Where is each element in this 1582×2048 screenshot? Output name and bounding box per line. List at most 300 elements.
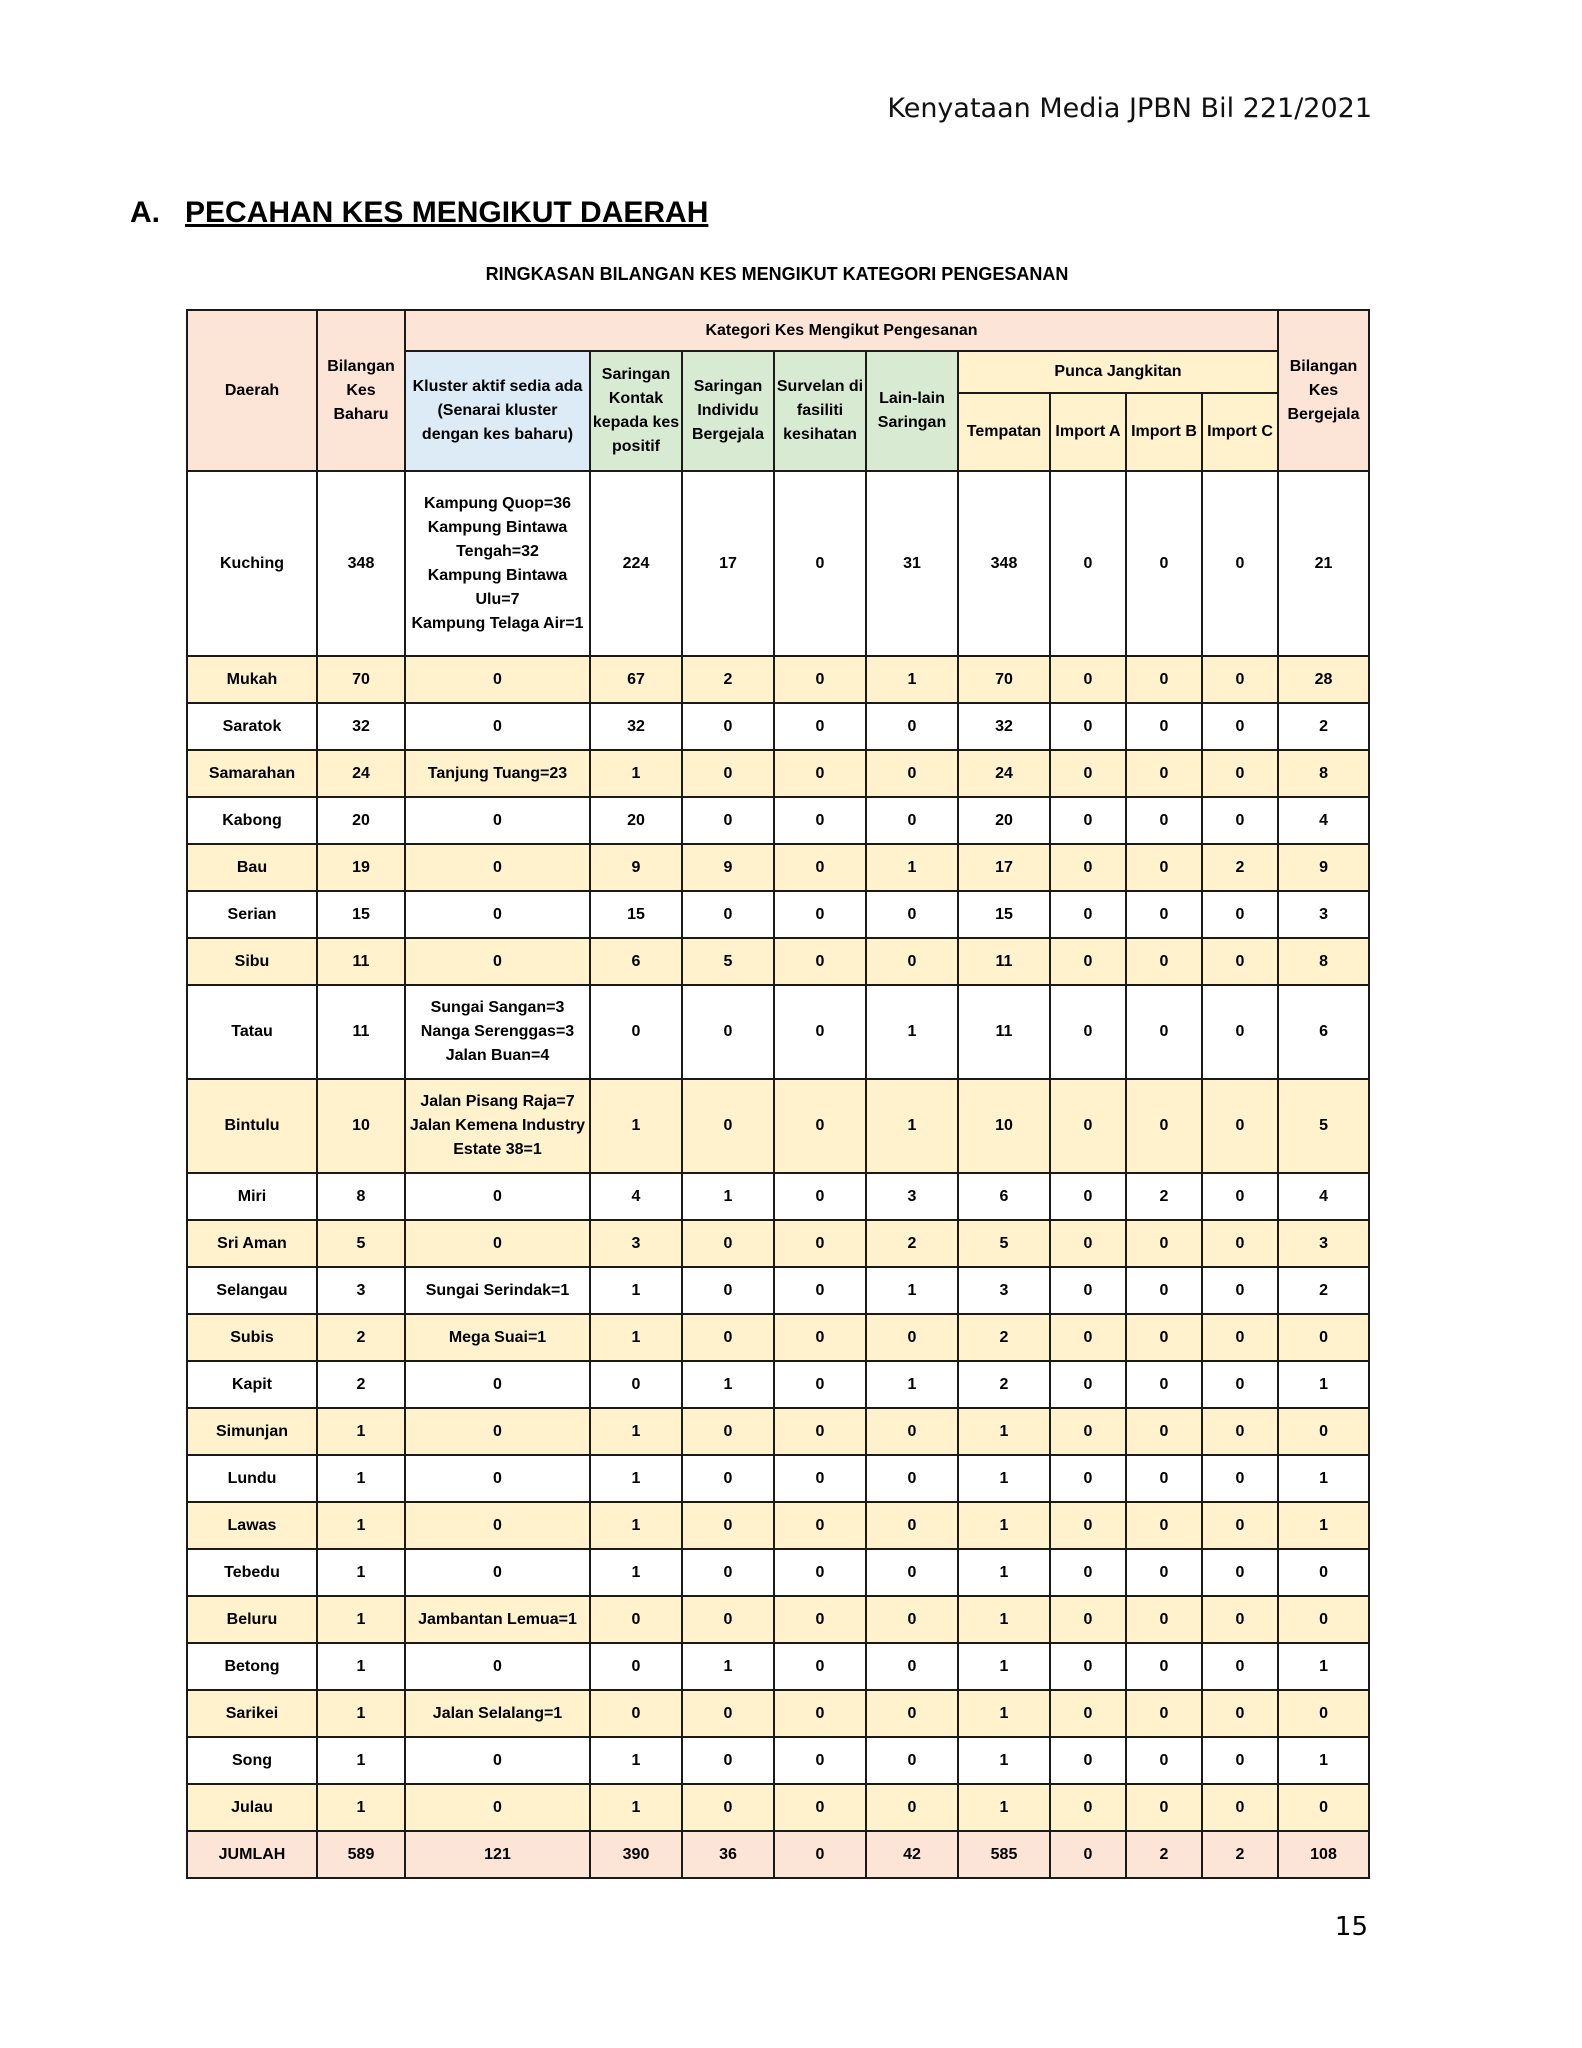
cell-import-b: 0	[1126, 844, 1202, 891]
cell-survelan: 0	[774, 1173, 866, 1220]
total-cell-lain: 42	[866, 1831, 958, 1878]
cell-kluster: 0	[405, 1737, 590, 1784]
section-title-text: PECAHAN KES MENGIKUT DAERAH	[185, 196, 709, 229]
cell-individu: 0	[682, 797, 774, 844]
total-cell-import-a: 0	[1050, 1831, 1126, 1878]
cell-kluster: 0	[405, 1173, 590, 1220]
cell-daerah: Lawas	[187, 1502, 317, 1549]
cell-daerah: Sri Aman	[187, 1220, 317, 1267]
cell-tempatan: 24	[958, 750, 1050, 797]
cell-individu: 0	[682, 1549, 774, 1596]
cell-kontak: 0	[590, 1596, 682, 1643]
table-row	[187, 1079, 1369, 1173]
cell-bergejala: 3	[1278, 891, 1369, 938]
cell-baharu: 10	[317, 1079, 405, 1173]
cell-tempatan: 17	[958, 844, 1050, 891]
table-row	[187, 656, 1369, 703]
cell-lain: 0	[866, 750, 958, 797]
cell-import-c: 0	[1202, 1079, 1278, 1173]
table-row	[187, 1361, 1369, 1408]
cell-tempatan: 6	[958, 1173, 1050, 1220]
cell-survelan: 0	[774, 471, 866, 656]
cell-import-b: 0	[1126, 1267, 1202, 1314]
cell-kontak: 1	[590, 1549, 682, 1596]
cell-import-a: 0	[1050, 1784, 1126, 1831]
cell-daerah: Serian	[187, 891, 317, 938]
cell-kluster: Jambantan Lemua=1	[405, 1596, 590, 1643]
cell-kluster: Jalan Selalang=1	[405, 1690, 590, 1737]
cell-import-b: 0	[1126, 1690, 1202, 1737]
cell-kontak: 1	[590, 1784, 682, 1831]
cell-bergejala: 3	[1278, 1220, 1369, 1267]
cell-lain: 31	[866, 471, 958, 656]
cell-kluster: Sungai Sangan=3 Nanga Serenggas=3 Jalan Buan=4	[405, 985, 590, 1079]
cell-kluster: 0	[405, 844, 590, 891]
section-heading	[130, 196, 708, 230]
cell-import-a: 0	[1050, 1361, 1126, 1408]
cell-kontak: 3	[590, 1220, 682, 1267]
cell-bergejala: 1	[1278, 1455, 1369, 1502]
cell-tempatan: 1	[958, 1690, 1050, 1737]
cell-survelan: 0	[774, 1643, 866, 1690]
total-cell-individu: 36	[682, 1831, 774, 1878]
cell-import-b: 0	[1126, 1455, 1202, 1502]
cell-bergejala: 0	[1278, 1784, 1369, 1831]
cell-kontak: 1	[590, 1455, 682, 1502]
cell-import-a: 0	[1050, 1643, 1126, 1690]
cell-import-b: 0	[1126, 1408, 1202, 1455]
cell-import-c: 0	[1202, 1361, 1278, 1408]
cell-import-a: 0	[1050, 1173, 1126, 1220]
table-row	[187, 1643, 1369, 1690]
cell-baharu: 1	[317, 1737, 405, 1784]
cell-import-a: 0	[1050, 1079, 1126, 1173]
table-row	[187, 471, 1369, 656]
cell-lain: 1	[866, 985, 958, 1079]
cell-tempatan: 11	[958, 985, 1050, 1079]
cell-import-c: 0	[1202, 1690, 1278, 1737]
cell-daerah: Tebedu	[187, 1549, 317, 1596]
cell-individu: 0	[682, 703, 774, 750]
cell-lain: 0	[866, 1314, 958, 1361]
cell-survelan: 0	[774, 891, 866, 938]
cell-individu: 0	[682, 750, 774, 797]
cell-kluster: 0	[405, 656, 590, 703]
table-row	[187, 1267, 1369, 1314]
cell-kontak: 1	[590, 750, 682, 797]
cell-tempatan: 20	[958, 797, 1050, 844]
cell-baharu: 20	[317, 797, 405, 844]
cell-individu: 5	[682, 938, 774, 985]
total-cell-kontak: 390	[590, 1831, 682, 1878]
cell-individu: 17	[682, 471, 774, 656]
cell-import-c: 0	[1202, 891, 1278, 938]
header-survelan: Survelan di fasiliti kesihatan	[774, 351, 866, 471]
cell-import-c: 0	[1202, 750, 1278, 797]
cell-import-c: 0	[1202, 703, 1278, 750]
header-saringan-kontak: Saringan Kontak kepada kes positif	[590, 351, 682, 471]
cell-daerah: Subis	[187, 1314, 317, 1361]
cell-import-c: 0	[1202, 1314, 1278, 1361]
cell-kontak: 1	[590, 1314, 682, 1361]
cell-bergejala: 0	[1278, 1596, 1369, 1643]
cell-kontak: 9	[590, 844, 682, 891]
cell-kluster: 0	[405, 1502, 590, 1549]
cell-import-b: 0	[1126, 1502, 1202, 1549]
table-row	[187, 891, 1369, 938]
cell-survelan: 0	[774, 750, 866, 797]
header-bilangan-kes-bergejala: Bilangan Kes Bergejala	[1278, 310, 1369, 471]
cell-tempatan: 5	[958, 1220, 1050, 1267]
cell-survelan: 0	[774, 1361, 866, 1408]
cell-import-a: 0	[1050, 1408, 1126, 1455]
cell-baharu: 1	[317, 1502, 405, 1549]
cell-kluster: 0	[405, 703, 590, 750]
cell-daerah: Simunjan	[187, 1408, 317, 1455]
cell-survelan: 0	[774, 1079, 866, 1173]
cell-kluster: 0	[405, 891, 590, 938]
cell-survelan: 0	[774, 1267, 866, 1314]
cell-bergejala: 28	[1278, 656, 1369, 703]
cell-import-c: 0	[1202, 797, 1278, 844]
cell-import-c: 0	[1202, 1502, 1278, 1549]
cell-baharu: 2	[317, 1314, 405, 1361]
cell-kluster: Tanjung Tuang=23	[405, 750, 590, 797]
cell-tempatan: 2	[958, 1314, 1050, 1361]
cell-kluster: 0	[405, 797, 590, 844]
cell-kluster: 0	[405, 1361, 590, 1408]
cell-import-c: 0	[1202, 938, 1278, 985]
cell-lain: 0	[866, 891, 958, 938]
cell-daerah: Julau	[187, 1784, 317, 1831]
cell-kluster: 0	[405, 938, 590, 985]
cell-tempatan: 2	[958, 1361, 1050, 1408]
table-row	[187, 797, 1369, 844]
cell-baharu: 1	[317, 1596, 405, 1643]
cell-daerah: Bintulu	[187, 1079, 317, 1173]
cell-kontak: 32	[590, 703, 682, 750]
cell-individu: 0	[682, 1784, 774, 1831]
cell-import-a: 0	[1050, 471, 1126, 656]
cell-kontak: 15	[590, 891, 682, 938]
cell-bergejala: 2	[1278, 1267, 1369, 1314]
cell-baharu: 1	[317, 1690, 405, 1737]
cell-bergejala: 0	[1278, 1690, 1369, 1737]
cell-individu: 1	[682, 1643, 774, 1690]
cell-lain: 3	[866, 1173, 958, 1220]
cell-import-b: 0	[1126, 938, 1202, 985]
cell-baharu: 11	[317, 985, 405, 1079]
cell-baharu: 11	[317, 938, 405, 985]
cell-import-c: 0	[1202, 1220, 1278, 1267]
cell-bergejala: 0	[1278, 1549, 1369, 1596]
cell-import-a: 0	[1050, 1267, 1126, 1314]
cell-kontak: 0	[590, 1643, 682, 1690]
cell-import-b: 0	[1126, 1549, 1202, 1596]
cell-bergejala: 5	[1278, 1079, 1369, 1173]
cell-tempatan: 15	[958, 891, 1050, 938]
cell-daerah: Song	[187, 1737, 317, 1784]
cell-kluster: Sungai Serindak=1	[405, 1267, 590, 1314]
cell-daerah: Tatau	[187, 985, 317, 1079]
total-cell-survelan: 0	[774, 1831, 866, 1878]
cell-lain: 2	[866, 1220, 958, 1267]
cell-lain: 0	[866, 703, 958, 750]
table-row	[187, 1408, 1369, 1455]
cell-kontak: 0	[590, 985, 682, 1079]
cell-daerah: Kapit	[187, 1361, 317, 1408]
cell-kluster: 0	[405, 1549, 590, 1596]
table-body	[187, 471, 1369, 1878]
page-number: 15	[1334, 1912, 1368, 1942]
cell-import-a: 0	[1050, 938, 1126, 985]
cell-tempatan: 3	[958, 1267, 1050, 1314]
cell-import-c: 0	[1202, 985, 1278, 1079]
cell-individu: 0	[682, 1220, 774, 1267]
cell-import-b: 0	[1126, 985, 1202, 1079]
total-cell-baharu: 589	[317, 1831, 405, 1878]
cell-individu: 1	[682, 1173, 774, 1220]
cell-import-a: 0	[1050, 1549, 1126, 1596]
cell-import-a: 0	[1050, 1455, 1126, 1502]
cell-import-c: 0	[1202, 1408, 1278, 1455]
case-summary-table	[186, 309, 1370, 1879]
cell-survelan: 0	[774, 844, 866, 891]
header-import-c: Import C	[1202, 393, 1278, 471]
cell-kontak: 4	[590, 1173, 682, 1220]
cell-import-b: 0	[1126, 1596, 1202, 1643]
table-title: RINGKASAN BILANGAN KES MENGIKUT KATEGORI PENGESANAN	[485, 264, 1069, 284]
cell-import-c: 0	[1202, 1455, 1278, 1502]
cell-kontak: 6	[590, 938, 682, 985]
cell-daerah: Mukah	[187, 656, 317, 703]
total-cell-bergejala: 108	[1278, 1831, 1369, 1878]
cell-tempatan: 348	[958, 471, 1050, 656]
cell-import-c: 0	[1202, 1643, 1278, 1690]
cell-lain: 0	[866, 1690, 958, 1737]
cell-individu: 0	[682, 1596, 774, 1643]
cell-bergejala: 1	[1278, 1361, 1369, 1408]
cell-bergejala: 4	[1278, 1173, 1369, 1220]
cell-lain: 0	[866, 1784, 958, 1831]
cell-bergejala: 21	[1278, 471, 1369, 656]
cell-kluster: 0	[405, 1455, 590, 1502]
cell-lain: 0	[866, 1408, 958, 1455]
header-saringan-individu: Saringan Individu Bergejala	[682, 351, 774, 471]
cell-individu: 0	[682, 1455, 774, 1502]
total-cell-import-c: 2	[1202, 1831, 1278, 1878]
cell-tempatan: 1	[958, 1643, 1050, 1690]
table-row	[187, 1455, 1369, 1502]
cell-kontak: 0	[590, 1690, 682, 1737]
cell-lain: 1	[866, 844, 958, 891]
cell-import-b: 0	[1126, 750, 1202, 797]
cell-import-c: 0	[1202, 1549, 1278, 1596]
cell-lain: 0	[866, 1643, 958, 1690]
cell-survelan: 0	[774, 797, 866, 844]
cell-bergejala: 1	[1278, 1502, 1369, 1549]
total-cell-tempatan: 585	[958, 1831, 1050, 1878]
cell-bergejala: 4	[1278, 797, 1369, 844]
table-row	[187, 1502, 1369, 1549]
cell-baharu: 1	[317, 1643, 405, 1690]
cell-survelan: 0	[774, 1737, 866, 1784]
cell-tempatan: 1	[958, 1455, 1050, 1502]
table-row	[187, 1784, 1369, 1831]
cell-daerah: Betong	[187, 1643, 317, 1690]
total-cell-kluster: 121	[405, 1831, 590, 1878]
cell-individu: 2	[682, 656, 774, 703]
cell-kontak: 1	[590, 1737, 682, 1784]
cell-daerah: Samarahan	[187, 750, 317, 797]
cell-tempatan: 1	[958, 1549, 1050, 1596]
cell-import-a: 0	[1050, 703, 1126, 750]
cell-import-c: 0	[1202, 656, 1278, 703]
cell-bergejala: 1	[1278, 1643, 1369, 1690]
cell-baharu: 15	[317, 891, 405, 938]
table-row	[187, 703, 1369, 750]
cell-baharu: 3	[317, 1267, 405, 1314]
cell-survelan: 0	[774, 985, 866, 1079]
cell-baharu: 70	[317, 656, 405, 703]
cell-import-b: 0	[1126, 1314, 1202, 1361]
cell-tempatan: 11	[958, 938, 1050, 985]
cell-kluster: Jalan Pisang Raja=7 Jalan Kemena Industry Estate 38=1	[405, 1079, 590, 1173]
cell-kontak: 0	[590, 1361, 682, 1408]
cell-daerah: Kuching	[187, 471, 317, 656]
header-daerah: Daerah	[187, 310, 317, 471]
cell-import-b: 0	[1126, 656, 1202, 703]
cell-baharu: 1	[317, 1455, 405, 1502]
cell-import-b: 0	[1126, 1079, 1202, 1173]
cell-import-a: 0	[1050, 1502, 1126, 1549]
cell-bergejala: 9	[1278, 844, 1369, 891]
cell-import-c: 0	[1202, 1737, 1278, 1784]
header-import-b: Import B	[1126, 393, 1202, 471]
cell-import-b: 0	[1126, 703, 1202, 750]
cell-baharu: 348	[317, 471, 405, 656]
cell-bergejala: 8	[1278, 750, 1369, 797]
cell-baharu: 19	[317, 844, 405, 891]
cell-lain: 0	[866, 938, 958, 985]
cell-kluster: 0	[405, 1408, 590, 1455]
cell-individu: 0	[682, 1502, 774, 1549]
cell-individu: 0	[682, 1408, 774, 1455]
cell-bergejala: 6	[1278, 985, 1369, 1079]
table-row	[187, 1690, 1369, 1737]
cell-daerah: Saratok	[187, 703, 317, 750]
cell-individu: 0	[682, 985, 774, 1079]
cell-tempatan: 1	[958, 1502, 1050, 1549]
cell-baharu: 24	[317, 750, 405, 797]
cell-bergejala: 0	[1278, 1314, 1369, 1361]
cell-survelan: 0	[774, 1596, 866, 1643]
total-row	[187, 1831, 1369, 1878]
cell-import-b: 0	[1126, 797, 1202, 844]
cell-tempatan: 10	[958, 1079, 1050, 1173]
cell-lain: 1	[866, 1361, 958, 1408]
cell-kontak: 67	[590, 656, 682, 703]
cell-import-a: 0	[1050, 1596, 1126, 1643]
section-letter: A.	[130, 196, 160, 229]
cell-kluster: 0	[405, 1784, 590, 1831]
header-bilangan-kes-baharu: Bilangan Kes Baharu	[317, 310, 405, 471]
cell-import-a: 0	[1050, 1737, 1126, 1784]
cell-import-b: 0	[1126, 891, 1202, 938]
cell-import-c: 0	[1202, 1173, 1278, 1220]
cell-baharu: 8	[317, 1173, 405, 1220]
cell-import-a: 0	[1050, 1690, 1126, 1737]
header-punca-group: Punca Jangkitan	[958, 351, 1278, 393]
header-tempatan: Tempatan	[958, 393, 1050, 471]
cell-baharu: 1	[317, 1549, 405, 1596]
cell-kontak: 1	[590, 1079, 682, 1173]
cell-lain: 1	[866, 656, 958, 703]
cell-import-b: 0	[1126, 1737, 1202, 1784]
cell-lain: 0	[866, 1596, 958, 1643]
cell-bergejala: 1	[1278, 1737, 1369, 1784]
cell-tempatan: 1	[958, 1596, 1050, 1643]
cell-individu: 1	[682, 1361, 774, 1408]
cell-daerah: Miri	[187, 1173, 317, 1220]
cell-tempatan: 70	[958, 656, 1050, 703]
cell-import-a: 0	[1050, 891, 1126, 938]
cell-daerah: Bau	[187, 844, 317, 891]
cell-kluster: Kampung Quop=36 Kampung Bintawa Tengah=32 Kampung Bintawa Ulu=7 Kampung Telaga Air=1	[405, 471, 590, 656]
cell-import-b: 0	[1126, 1220, 1202, 1267]
table-row	[187, 844, 1369, 891]
cell-baharu: 32	[317, 703, 405, 750]
cell-bergejala: 2	[1278, 703, 1369, 750]
cell-bergejala: 0	[1278, 1408, 1369, 1455]
cell-baharu: 1	[317, 1784, 405, 1831]
cell-kluster: Mega Suai=1	[405, 1314, 590, 1361]
cell-individu: 0	[682, 891, 774, 938]
cell-survelan: 0	[774, 1690, 866, 1737]
table-row	[187, 1737, 1369, 1784]
cell-survelan: 0	[774, 1408, 866, 1455]
cell-individu: 0	[682, 1737, 774, 1784]
table-row	[187, 750, 1369, 797]
cell-import-b: 0	[1126, 1784, 1202, 1831]
table-row	[187, 1596, 1369, 1643]
cell-import-b: 0	[1126, 1643, 1202, 1690]
cell-survelan: 0	[774, 1549, 866, 1596]
cell-import-a: 0	[1050, 1314, 1126, 1361]
cell-individu: 0	[682, 1079, 774, 1173]
cell-survelan: 0	[774, 1314, 866, 1361]
cell-daerah: Sibu	[187, 938, 317, 985]
cell-import-c: 0	[1202, 1784, 1278, 1831]
cell-survelan: 0	[774, 1784, 866, 1831]
total-cell-import-b: 2	[1126, 1831, 1202, 1878]
header-import-a: Import A	[1050, 393, 1126, 471]
cell-daerah: Lundu	[187, 1455, 317, 1502]
cell-import-a: 0	[1050, 985, 1126, 1079]
cell-lain: 0	[866, 1502, 958, 1549]
cell-import-b: 0	[1126, 1361, 1202, 1408]
cell-kontak: 1	[590, 1408, 682, 1455]
cell-baharu: 2	[317, 1361, 405, 1408]
cell-kontak: 1	[590, 1502, 682, 1549]
cell-import-c: 2	[1202, 844, 1278, 891]
cell-lain: 0	[866, 1549, 958, 1596]
cell-lain: 0	[866, 1737, 958, 1784]
cell-import-a: 0	[1050, 1220, 1126, 1267]
cell-baharu: 1	[317, 1408, 405, 1455]
table-row	[187, 938, 1369, 985]
cell-tempatan: 1	[958, 1737, 1050, 1784]
